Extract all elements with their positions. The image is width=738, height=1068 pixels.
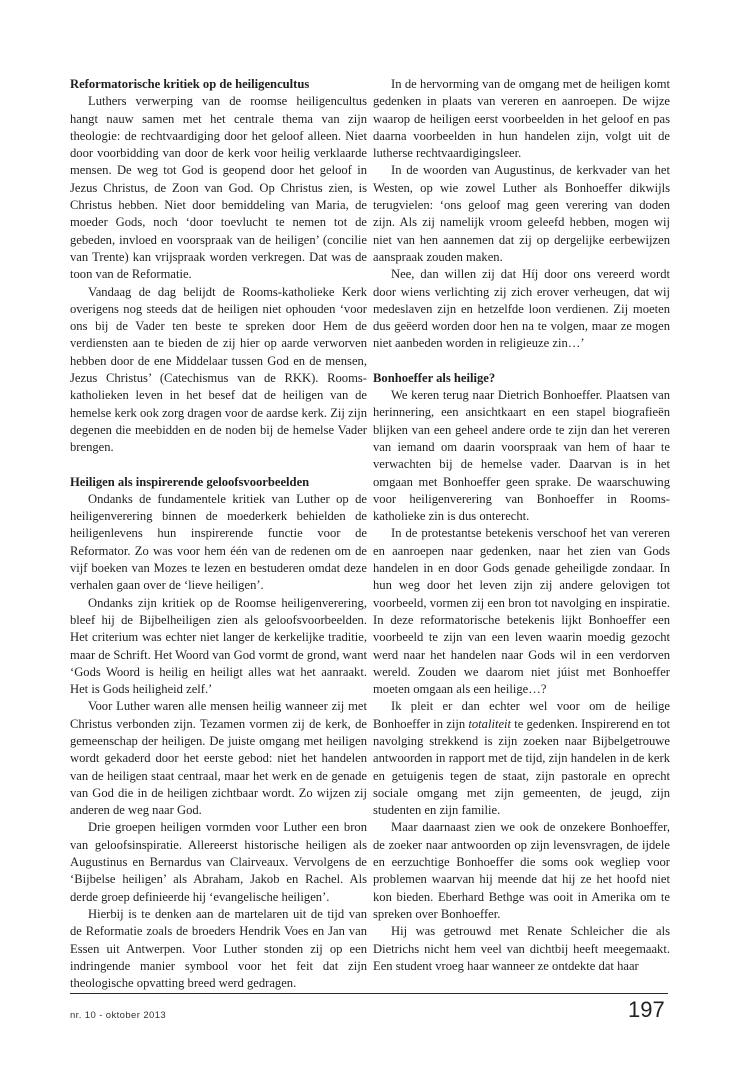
- paragraph-text: te gedenken. Inspirerend en tot navolging strekkend is zijn zoeken naar Bijbelgetrouwe antwoorden in rapport met de tijd, zijn handelen in de kerk en getuigenis tegen de staat, zijn pastorale en oprecht sociale omgang met zijn gemeenten, de jeugd, zijn studenten en zijn familie.: [373, 716, 670, 818]
- paragraph: Hij was getrouwd met Renate Schleicher die als Dietrichs nicht hem veel van dichtbij heeft meegemaakt. Een student vroeg haar wanneer ze ontdekte dat haar: [373, 924, 670, 973]
- paragraph: We keren terug naar Dietrich Bonhoeffer. Plaatsen van herinnering, een ansichtkaart en een stapel biografieën blijken van een geheel andere orde te zijn dan het vereren van iemand om daarin voorspraak van hem of haar te verwachten bij de hemelse vader. Daarvan is in het omgaan met Bonhoeffer geen sprake. De waarschuwing voor heiligenverering van Bonhoeffer in Rooms-katholieke zin is dus onterecht.: [373, 388, 670, 524]
- paragraph: Voor Luther waren alle mensen heilig wanneer zij met Christus verbonden zijn. Tezamen vormen zij de kerk, de gemeenschap der heiligen. De juiste omgang met heiligen wordt gekaderd door het eerste gebod: niet het handelen van de heiligen staat centraal, maar het werk en de genade van God die in de heiligen zichtbaar wordt. Zo wijzen zij anderen de weg naar God.: [70, 699, 367, 818]
- paragraph-text: Ik pleit er dan echter wel voor om de heilige Bonhoeffer in zijn: [373, 699, 670, 731]
- footer-issue: nr. 10 - oktober 2013: [70, 1010, 167, 1021]
- paragraph: In de protestantse betekenis verschoof het van vereren en aanroepen naar gedenken, naar het zien van Gods handelen in en door Gods genade geheiligde zondaar. In hun weg door het leven zijn zij andere gelovigen tot voorbeeld, vormen zij een bron tot navolging en inspiratie. In deze reformatorische betekenis lijkt Bonhoeffer een voorbeeld te zijn van een leven waarin moedig gezocht werd naar het handelen naar Gods wil in een verdorven wereld. Zouden we daarom niet júist met Bonhoeffer moeten omgaan als een heilige…?: [373, 526, 670, 697]
- paragraph: Hierbij is te denken aan de martelaren uit de tijd van de Reformatie zoals de broeders Hendrik Voes en Jan van Essen uit Antwerpen. Voor Luther stonden zij op een indringende manier symbool voor het feit dat zijn theologische opvatting breed werd gedragen.: [70, 906, 367, 991]
- paragraph: Ondanks de fundamentele kritiek van Luther op de heiligenverering binnen de moederkerk behielden de heiligenlevens hun inspirerende functie voor de Reformator. Zo was voor hem één van de redenen om de vijf boeken van Mozes te lezen en bestuderen omdat deze verhalen gaan over de ‘lieve heiligen’.: [70, 491, 367, 593]
- left-column: [70, 76, 367, 992]
- paragraph: Luthers verwerping van de roomse heiligencultus hangt nauw samen met het centrale thema van zijn theologie: de rechtvaardiging door het geloof alleen. Niet door voorbidding van door de kerk voor heilig verklaarde mensen. De weg tot God is geopend door het geloof in Jezus Christus, de Zoon van God. Op Christus zien, is Christus hebben. Niet door bemiddeling van Maria, de moeder Gods, noch ‘door toevlucht te nemen tot de gebeden, invloed en voorspraak van de heiligen’ (concilie van Trente) kan vrijspraak worden verkregen. Dat was de toon van de Reformatie.: [70, 94, 367, 282]
- paragraph: In de woorden van Augustinus, de kerkvader van het Westen, op wie zowel Luther als Bonhoeffer dikwijls terugvielen: ‘ons geloof mag geen verering van doden zijn. Als zij namelijk vroom geleefd hebben, mogen wij niet van hen aannemen dat zij op dergelijke eerbewijzen aanspraak zouden maken.: [373, 163, 670, 264]
- section-heading-reformatorische-kritiek: Reformatorische kritiek op de heiligencultus: [70, 77, 310, 91]
- paragraph: Drie groepen heiligen vormden voor Luther een bron van geloofsinspiratie. Allereerst historische heiligen als Augustinus en Bernardus van Clairveaux. Vervolgens de ‘Bijbelse heiligen’ als Abraham, Jakob en Rachel. Als derde groep definieerde hij ‘evangelische heiligen’.: [70, 820, 367, 904]
- right-column: [373, 76, 670, 975]
- paragraph-totaliteit: [373, 698, 670, 819]
- section-heading-bonhoeffer-als-heilige: Bonhoeffer als heilige?: [373, 370, 496, 385]
- paragraph: Vandaag de dag belijdt de Rooms-katholieke Kerk overigens nog steeds dat de heiligen niet ophouden ‘voor ons bij de Vader ten beste te spreken door Hem de verdiensten aan te bieden de zij hier op aarde verworven hebben door de ene Middelaar tussen God en de mensen, Jezus Christus’ (Catechismus van de RKK). Rooms-katholieken leven in het besef dat de heiligen van de hemelse kerk ook zorg dragen voor de aardse kerk. Zij zijn degenen die meebidden en de noden bij de hemelse Vader brengen.: [70, 284, 367, 455]
- section-heading-heiligen-als-voorbeelden: Heiligen als inspirerende geloofsvoorbeelden: [70, 474, 310, 489]
- emphasis-totaliteit: totaliteit: [468, 716, 512, 731]
- paragraph: In de hervorming van de omgang met de heiligen komt gedenken in plaats van vereren en aanroepen. De wijze waarop de heiligen eerst voorbeelden in het geloof en pas daarna voorbeelden in hun handelen zijn, volgt uit de lutherse rechtvaardigingsleer.: [373, 77, 670, 161]
- page-number: 197: [628, 997, 665, 1022]
- paragraph: Maar daarnaast zien we ook de onzekere Bonhoeffer, de zoeker naar antwoorden op zijn levensvragen, de ijdele en eerzuchtige Bonhoeffer die soms ook wegliep voor problemen waarvan hij meende dat hij ze het hoofd niet kon bieden. Eberhard Bethge was ooit in Amerika om te spreken over Bonhoeffer.: [373, 820, 670, 921]
- paragraph: Ondanks zijn kritiek op de Roomse heiligenverering, bleef hij de Bijbelheiligen zien als geloofsvoorbeelden. Het criterium was echter niet langer de kerkelijke traditie, maar de Schrift. Het Woord van God vormt de grond, want ‘Gods Woord is heilig en heiligt alles wat het aanraakt. Het is Gods heiligheid zelf.’: [70, 595, 367, 697]
- footer-divider: [70, 993, 668, 994]
- paragraph: Nee, dan willen zij dat Híj door ons vereerd wordt door wiens verlichting zij zich erover verheugen, dat wij medeslaven zijn en hetzelfde loon verdienen. Zij moeten dus geëerd worden door hen na te volgen, maar ze mogen niet aanbeden worden in religieuze zin…’: [373, 267, 670, 351]
